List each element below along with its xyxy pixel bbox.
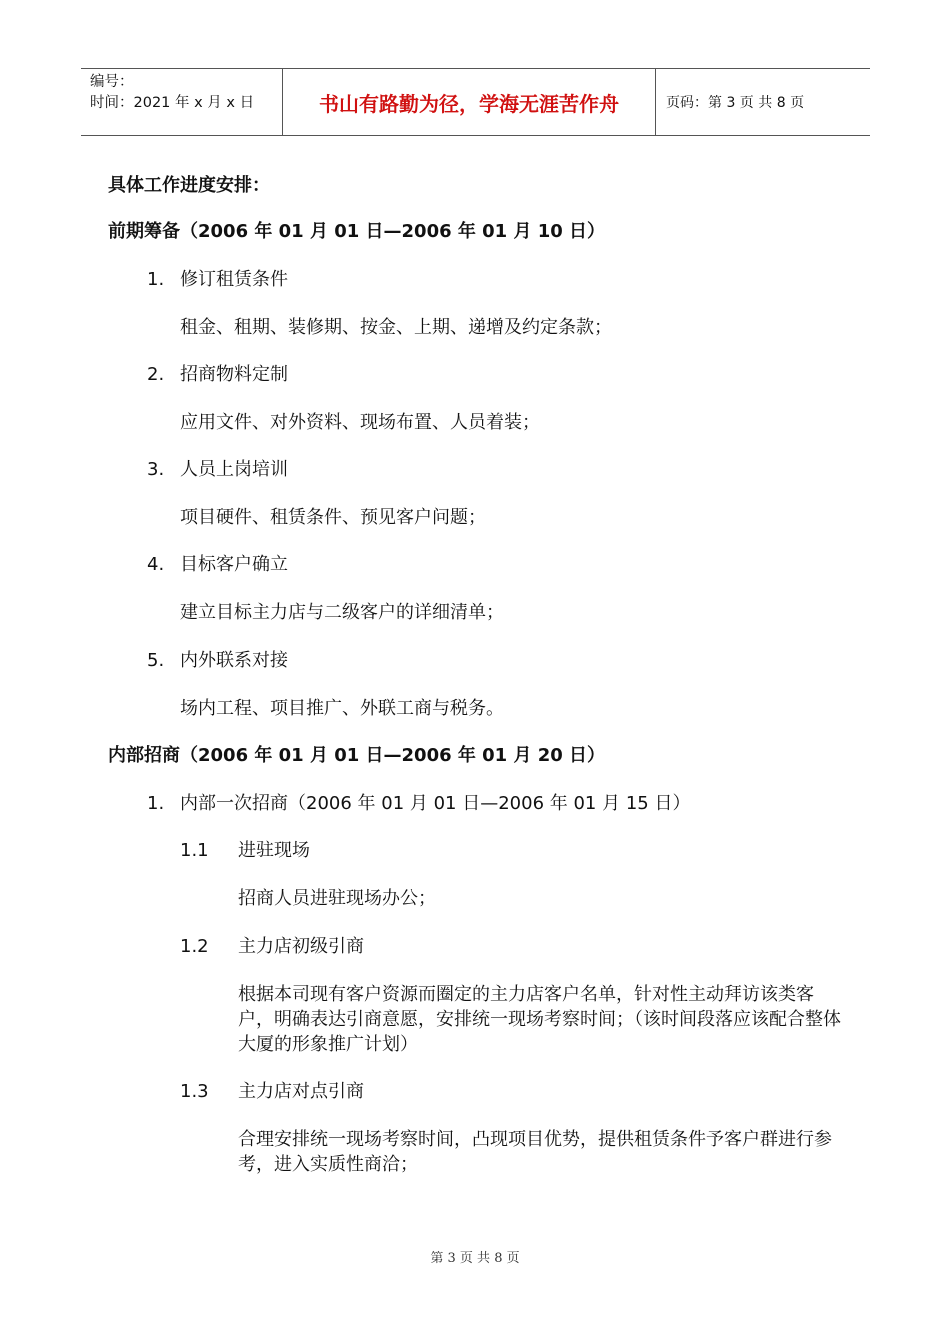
item-number: 1. — [147, 269, 165, 290]
subitem-number: 1.1 — [180, 840, 209, 861]
item-title: 内外联系对接 — [180, 650, 288, 671]
item-desc: 项目硬件、租赁条件、预见客户问题； — [180, 507, 486, 528]
item-number: 4. — [147, 554, 165, 575]
item-title: 目标客户确立 — [180, 554, 288, 575]
doc-title: 具体工作进度安排： — [108, 175, 270, 196]
page-label: 页码：第 3 页 共 8 页 — [666, 95, 805, 111]
subitem-title: 主力店初级引商 — [238, 936, 364, 957]
phase1-heading: 前期筹备（2006 年 01 月 01 日—2006 年 01 月 10 日） — [108, 221, 606, 242]
page-footer: 第 3 页 共 8 页 — [430, 1251, 520, 1266]
page-header — [81, 68, 870, 136]
item-title: 内部一次招商（2006 年 01 月 01 日—2006 年 01 月 15 日） — [180, 793, 691, 814]
item-title: 修订租赁条件 — [180, 269, 288, 290]
header-meta — [81, 69, 282, 135]
item-number: 2. — [147, 364, 165, 385]
item-desc: 场内工程、项目推广、外联工商与税务。 — [180, 698, 504, 719]
subitem-desc: 根据本司现有客户资源而圈定的主力店客户名单，针对性主动拜访该类客户，明确表达引商意愿，安排统一现场考察时间；（该时间段落应该配合整体大厦的形象推广计划） — [238, 984, 841, 1055]
item-number: 5. — [147, 650, 165, 671]
subitem-number: 1.2 — [180, 936, 209, 957]
subitem-desc: 招商人员进驻现场办公； — [238, 888, 436, 909]
serial-label: 编号： — [90, 74, 134, 90]
item-number: 3. — [147, 459, 165, 480]
motto: 书山有路勤为径，学海无涯苦作舟 — [282, 69, 656, 135]
item-desc: 应用文件、对外资料、现场布置、人员着装； — [180, 412, 540, 433]
subitem-number: 1.3 — [180, 1081, 209, 1102]
subitem-desc: 合理安排统一现场考察时间，凸现项目优势，提供租赁条件予客户群进行参考，进入实质性商洽； — [238, 1129, 832, 1175]
item-title: 人员上岗培训 — [180, 459, 288, 480]
subitem-title: 进驻现场 — [238, 840, 310, 861]
subitem-title: 主力店对点引商 — [238, 1081, 364, 1102]
phase2-heading: 内部招商（2006 年 01 月 01 日—2006 年 01 月 20 日） — [108, 745, 606, 766]
item-title: 招商物料定制 — [180, 364, 288, 385]
date-label: 时间：2021 年 x 月 x 日 — [90, 95, 255, 111]
item-desc: 租金、租期、装修期、按金、上期、递增及约定条款； — [180, 317, 612, 338]
item-number: 1. — [147, 793, 165, 814]
item-desc: 建立目标主力店与二级客户的详细清单； — [180, 602, 504, 623]
